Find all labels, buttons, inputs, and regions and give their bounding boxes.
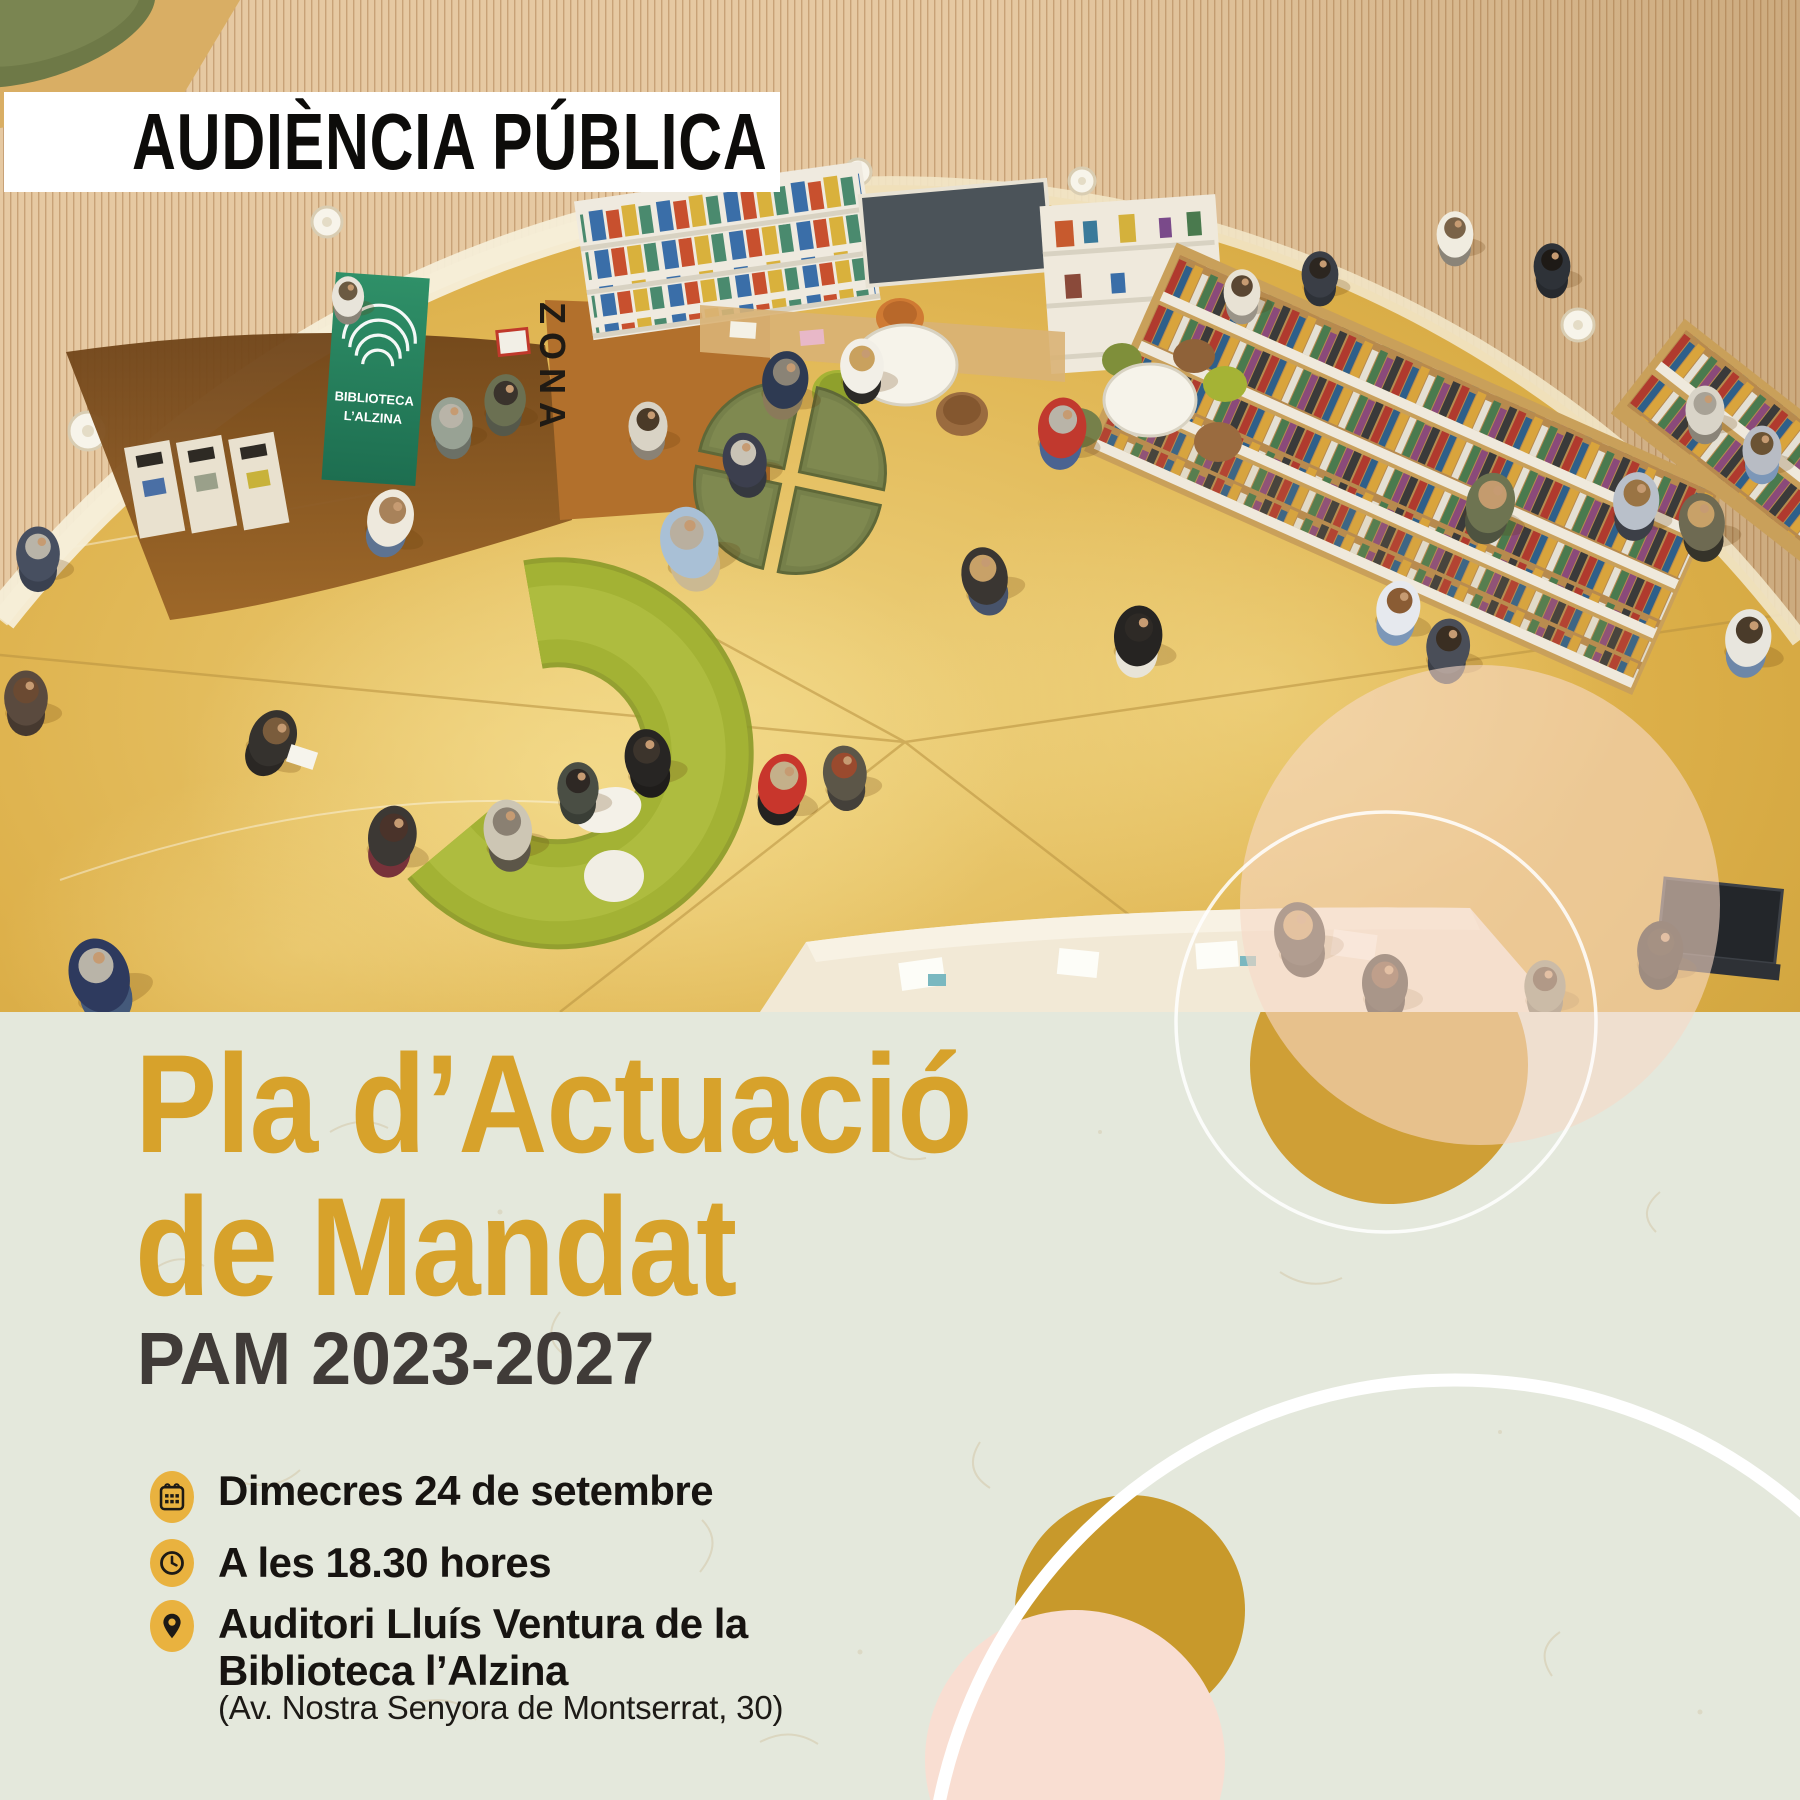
- clock-icon: [150, 1539, 194, 1587]
- zona-sign-text: ZONA: [532, 302, 573, 436]
- detail-location-line2: Biblioteca l’Alzina: [218, 1647, 568, 1694]
- detail-time: A les 18.30 hores: [218, 1539, 552, 1586]
- poster-title-line2: de Mandat: [135, 1168, 737, 1325]
- calendar-icon: [150, 1471, 194, 1523]
- tv-screen: [858, 178, 1055, 288]
- poster-subtitle: PAM 2023-2027: [137, 1317, 655, 1400]
- header-banner-label: AUDIÈNCIA PÚBLICA: [132, 97, 768, 186]
- poster-title: [135, 1025, 972, 1325]
- detail-location-address: (Av. Nostra Senyora de Montserrat, 30): [218, 1689, 784, 1726]
- header-banner: [4, 92, 780, 192]
- location-icon: [150, 1600, 194, 1652]
- library-logo-line2: L’ALZINA: [343, 407, 403, 427]
- detail-location-line1: Auditori Lluís Ventura de la: [218, 1600, 748, 1647]
- detail-date: Dimecres 24 de setembre: [218, 1467, 714, 1514]
- library-logo-line1: BIBLIOTECA: [334, 388, 415, 409]
- emergency-sign: [497, 328, 529, 355]
- large-white-ring: [929, 1380, 1800, 1800]
- side-table-2: [584, 850, 644, 902]
- gold-circle-lower: [1015, 1495, 1245, 1725]
- poster-title-line1: Pla d’Actuació: [135, 1025, 972, 1182]
- peach-circle-lower: [925, 1610, 1225, 1800]
